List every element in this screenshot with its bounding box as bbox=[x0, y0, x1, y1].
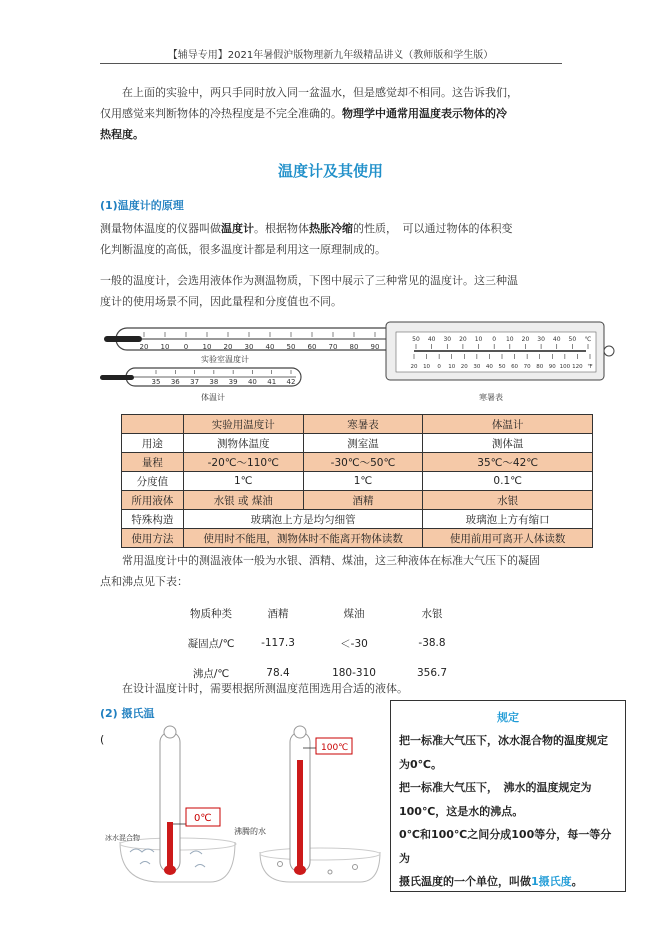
points-row bbox=[180, 628, 470, 658]
body-scale-tick-label: 42 bbox=[286, 378, 296, 386]
intro-line-1: 在上面的实验中，两只手同时放入同一盆温水，但是感觉却不相同。这告诉我们， bbox=[122, 86, 518, 99]
intro-line-2d: 表示物体的 bbox=[441, 107, 496, 120]
hanging-top-scale-tick-label: 30 bbox=[443, 336, 452, 343]
points-cell: 凝固点/℃ bbox=[187, 637, 235, 650]
table-cell: 酒精 bbox=[303, 491, 423, 510]
design-note: 在设计温度计时，需要根据所测温度范围选用合适的液体。 bbox=[122, 682, 408, 695]
s1-thermal-expansion: 热胀冷缩 bbox=[309, 222, 353, 235]
table-row bbox=[122, 510, 593, 529]
table-cell: 测室温 bbox=[303, 434, 423, 453]
intro-hot-degree: 热程度 bbox=[100, 128, 133, 141]
body-scale-tick-label: 40 bbox=[247, 378, 257, 386]
table-cell: -30℃～50℃ bbox=[303, 453, 423, 472]
table-cell: 用途 bbox=[122, 434, 184, 453]
intro-line-2 bbox=[100, 103, 570, 124]
table-row bbox=[122, 453, 593, 472]
ice-water-label: 冰水混合物 bbox=[105, 834, 140, 842]
body-scale-tick-label: 39 bbox=[228, 378, 238, 386]
table-cell: 所用液体 bbox=[122, 491, 184, 510]
rule-line-3: 把一标准大气压下， 沸水的温度规定为 bbox=[399, 781, 592, 794]
table-header-cell: 寒暑表 bbox=[303, 415, 423, 434]
hanging-bottom-scale-tick-label: 60 bbox=[511, 364, 519, 370]
rule-line-6c: 。 bbox=[571, 875, 583, 888]
hanging-bottom-scale-tick-label: 10 bbox=[423, 364, 431, 370]
table-cell: 玻璃泡上方有缩口 bbox=[423, 510, 593, 529]
table-cell: 水银 bbox=[423, 491, 593, 510]
table-cell: 使用时不能甩，测物体时不能离开物体读数 bbox=[183, 529, 423, 548]
table-cell: 特殊构造 bbox=[122, 510, 184, 529]
points-header-cell: 物质种类 bbox=[190, 607, 232, 620]
liquid-intro-line-1: 常用温度计中的测温液体一般为水银、酒精、煤油，这三种液体在标准大气压下的凝固 bbox=[122, 554, 540, 567]
points-cell: -38.8 bbox=[418, 637, 446, 649]
s2-paren: ( bbox=[100, 733, 105, 746]
points-header-cell: 酒精 bbox=[267, 607, 289, 620]
liquid-intro-line-2: 点和沸点见下表： bbox=[100, 575, 188, 588]
hanging-bottom-scale-tick-label: 10 bbox=[448, 364, 456, 370]
table-header-cell: 实验用温度计 bbox=[183, 415, 303, 434]
hanging-top-scale-tick-label: 20 bbox=[459, 336, 467, 343]
hanging-top-scale-tick-label: 20 bbox=[521, 336, 530, 343]
table-row bbox=[122, 529, 593, 548]
table-cell: 水银 或 煤油 bbox=[183, 491, 303, 510]
table-header-cell: 体温计 bbox=[423, 415, 593, 434]
s1-paragraph-1 bbox=[100, 218, 570, 260]
table-row bbox=[122, 491, 593, 510]
points-cell: -117.3 bbox=[261, 637, 295, 649]
body-scale-tick-label: 36 bbox=[170, 378, 180, 386]
hanging-bottom-scale-tick-label: 80 bbox=[536, 364, 544, 370]
hanging-bottom-scale-tick-label: 70 bbox=[523, 364, 531, 370]
one-celsius-degree: 1摄氏度 bbox=[531, 875, 572, 888]
boiling-water-beaker bbox=[260, 848, 380, 882]
rule-line-5: 0℃和100℃之间分成100等分，每一等分为 bbox=[399, 828, 612, 865]
thermometer-figures bbox=[96, 320, 616, 410]
hanging-bottom-scale-tick-label: ℉ bbox=[587, 364, 593, 370]
s1-p1c: 。根据物体 bbox=[254, 222, 309, 235]
rule-line-6 bbox=[399, 870, 617, 894]
points-header-row bbox=[180, 598, 470, 628]
lab-scale-tick-label: 30 bbox=[244, 343, 254, 351]
intro-line-2b: 物理学中通常用 bbox=[342, 107, 419, 120]
body-thermometer bbox=[100, 368, 301, 402]
intro-paragraph bbox=[100, 82, 570, 145]
rule-line-6a: 摄氏温度的一个单位，叫做 bbox=[399, 875, 531, 888]
points-cell: 356.7 bbox=[416, 667, 448, 679]
body-scale-tick-label: 41 bbox=[267, 378, 277, 386]
zero-degree-label: 0℃ bbox=[194, 813, 212, 824]
body-scale-tick-label: 38 bbox=[209, 378, 219, 386]
hanging-top-scale-tick-label: 30 bbox=[537, 336, 545, 343]
table-cell: 测物体温度 bbox=[183, 434, 303, 453]
hanging-bottom-scale-tick-label: 0 bbox=[437, 364, 441, 370]
body-thermometer-label: 体温计 bbox=[201, 393, 225, 402]
hanging-bottom-scale-tick-label: 90 bbox=[548, 364, 556, 370]
table-cell: 分度值 bbox=[122, 472, 184, 491]
intro-cold: 冷 bbox=[496, 107, 507, 120]
table-cell: 0.1℃ bbox=[423, 472, 593, 491]
lab-scale-tick-label: 40 bbox=[265, 343, 275, 351]
table-header-row bbox=[122, 415, 593, 434]
lab-scale-tick-label: 0 bbox=[183, 343, 189, 351]
rule-line-2: 为0℃。 bbox=[399, 757, 442, 771]
rule-box-text bbox=[391, 725, 625, 898]
hanging-top-scale-tick-label: 50 bbox=[568, 336, 577, 343]
hanging-bottom-scale-tick-label: 100 bbox=[559, 364, 571, 370]
lab-thermometer-label: 实验室温度计 bbox=[201, 355, 249, 364]
table-cell: 使用方法 bbox=[122, 529, 184, 548]
body-scale-tick-label: 35 bbox=[151, 378, 161, 386]
lab-scale-tick-label: 20 bbox=[139, 343, 149, 351]
freezing-boiling-table bbox=[180, 598, 470, 688]
lab-scale-tick-label: 10 bbox=[202, 343, 212, 351]
points-header-cell: 水银 bbox=[421, 607, 443, 620]
points-cell: 沸点/℃ bbox=[192, 667, 230, 680]
points-cell: 180-310 bbox=[332, 667, 376, 679]
table-row bbox=[122, 434, 593, 453]
rule-line-1: 把一标准大气压下，冰水混合物的温度规定 bbox=[399, 734, 608, 747]
s1-p1e: 的性质， 可以通过物体的体积变 bbox=[353, 222, 513, 235]
hanging-top-scale-tick-label: 10 bbox=[474, 336, 483, 343]
hanging-top-scale-tick-label: ℃ bbox=[584, 336, 592, 343]
hanging-bottom-scale-tick-label: 30 bbox=[473, 364, 481, 370]
lab-scale-tick-label: 80 bbox=[349, 343, 359, 351]
hanging-bottom-scale-tick-label: 20 bbox=[410, 364, 418, 370]
lab-scale-tick-label: 70 bbox=[328, 343, 338, 351]
lab-scale-tick-label: 90 bbox=[370, 343, 380, 351]
s1-title: (1)温度计的原理 bbox=[100, 199, 184, 212]
s1-p1f: 化判断温度的高低，很多温度计都是利用这一原理制成的。 bbox=[100, 243, 386, 256]
hanging-top-scale-tick-label: 50 bbox=[412, 336, 420, 343]
hanging-top-scale-tick-label: 40 bbox=[552, 336, 561, 343]
s1-p1a: 测量物体温度的仪器叫做 bbox=[100, 222, 221, 235]
section-title: 温度计及其使用 bbox=[277, 162, 383, 180]
table-cell: 玻璃泡上方是均匀细管 bbox=[183, 510, 423, 529]
intro-period: 。 bbox=[133, 128, 144, 141]
s1-p2a: 一般的温度计，会选用液体作为测温物质，下图中展示了三种常见的温度计。这三种温 bbox=[100, 274, 518, 287]
lab-scale-tick-label: 50 bbox=[286, 343, 296, 351]
rule-box bbox=[390, 700, 626, 892]
table-row bbox=[122, 472, 593, 491]
hanging-bottom-scale-tick-label: 120 bbox=[572, 364, 583, 370]
celsius-illustration bbox=[100, 722, 390, 887]
s1-p2b: 度计的使用场景不同，因此量程和分度值也不同。 bbox=[100, 295, 342, 308]
table-cell: 1℃ bbox=[183, 472, 303, 491]
hundred-degree-label: 100℃ bbox=[321, 743, 349, 753]
intro-line-3 bbox=[100, 124, 570, 145]
rule-box-title: 规定 bbox=[497, 711, 519, 724]
hanging-thermometer bbox=[386, 322, 614, 402]
page-header: 【辅导专用】2021年暑假沪版物理新九年级精品讲义（教师版和学生版） bbox=[167, 50, 494, 61]
intro-temperature: 温度 bbox=[419, 107, 441, 120]
lab-scale-tick-label: 10 bbox=[160, 343, 170, 351]
lab-scale-tick-label: 20 bbox=[223, 343, 233, 351]
lab-scale-tick-label: 60 bbox=[307, 343, 317, 351]
points-cell: 78.4 bbox=[266, 667, 290, 679]
hanging-top-scale-tick-label: 40 bbox=[427, 336, 436, 343]
s1-paragraph-2 bbox=[100, 270, 570, 312]
hanging-bottom-scale-tick-label: 40 bbox=[485, 364, 493, 370]
table-cell: 使用前用可离开人体读数 bbox=[423, 529, 593, 548]
points-header-cell: 煤油 bbox=[343, 607, 365, 620]
ice-water-thermometer bbox=[160, 726, 180, 875]
hanging-top-scale-tick-label: 10 bbox=[505, 336, 514, 343]
intro-line-2a: 仅用感觉来判断物体的冷热程度是不完全准确的。 bbox=[100, 107, 342, 120]
table-header-cell bbox=[122, 415, 184, 434]
table-cell: 量程 bbox=[122, 453, 184, 472]
table-cell: 35℃～42℃ bbox=[423, 453, 593, 472]
hanging-thermometer-label: 寒暑表 bbox=[479, 393, 503, 402]
rule-line-4: 100℃，这是水的沸点。 bbox=[399, 804, 524, 818]
liquid-intro bbox=[100, 550, 570, 592]
hanging-bottom-scale-tick-label: 20 bbox=[460, 364, 468, 370]
hanging-bottom-scale-tick-label: 50 bbox=[498, 364, 506, 370]
body-scale-tick-label: 37 bbox=[190, 378, 200, 386]
s2-title: (2) 摄氏温 bbox=[100, 707, 155, 720]
points-cell: ＜-30 bbox=[340, 637, 368, 650]
hanging-top-scale-tick-label: 0 bbox=[492, 336, 497, 343]
table-cell: 测体温 bbox=[423, 434, 593, 453]
header-rule bbox=[100, 63, 562, 64]
thermometer-comparison-table bbox=[121, 414, 593, 548]
s1-thermometer: 温度计 bbox=[221, 222, 254, 235]
table-cell: 1℃ bbox=[303, 472, 423, 491]
table-cell: -20℃～110℃ bbox=[183, 453, 303, 472]
boiling-water-label: 沸腾的水 bbox=[234, 827, 266, 836]
